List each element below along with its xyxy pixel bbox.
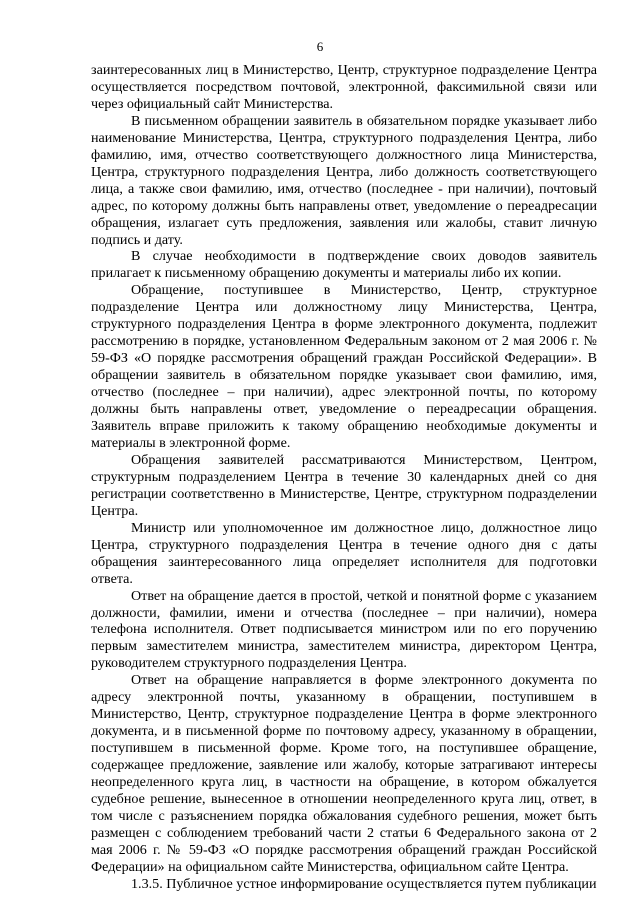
paragraph-attachments: В случае необходимости в подтверждение своих доводов заявитель прилагает к письменному обращению документы и материалы либо их копии. [91, 248, 597, 282]
paragraph-review-period: Обращения заявителей рассматриваются Министерством, Центром, структурным подразделением Центра в течение 30 календарных дней со дня регистрации соответственно в Министерстве, Центре, структурном подразделении Центра. [91, 451, 597, 519]
paragraph-electronic-appeal: Обращение, поступившее в Министерство, Центр, структурное подразделение Центра или должностному лицу Министерства, Центра, структурного подразделения Центра в форме электронного документа, подлежит рассмотрению в порядке, установленном Федеральным законом от 2 мая 2006 г. № 59-ФЗ «О порядке рассмотрения обращений граждан Российской Федерации». В обращении заявитель в обязательном порядке указывает свои фамилию, имя, отчество (последнее – при наличии), адрес электронной почты, по которому должны быть направлены ответ, уведомление о переадресации обращения. Заявитель вправе приложить к такому обращению необходимые документы и материалы в электронной форме. [91, 282, 597, 451]
document-body [91, 62, 597, 893]
page-number: 6 [316, 39, 324, 54]
paragraph-executor: Министр или уполномоченное им должностное лицо, должностное лицо Центра, структурного подразделения Центра в течение одного дня с даты обращения заинтересованного лица определяет исполнителя для подготовки ответа. [91, 519, 597, 587]
paragraph-public-informing: 1.3.5. Публичное устное информирование осуществляется путем публикации [131, 875, 597, 892]
paragraph-written-appeal: В письменном обращении заявитель в обязательном порядке указывает либо наименование Министерства, Центра, структурного подразделения Центра, либо фамилию, имя, отчество соответствующего должностного лица Министерства, Центра, структурного подразделения Центра, либо должность соответствующего лица, а также свои фамилию, имя, отчество (последнее - при наличии), почтовый адрес, по которому должны быть направлены ответ, уведомление о переадресации обращения, излагает суть предложения, заявления или жалобы, ставит личную подпись и дату. [91, 112, 597, 248]
paragraph-continuation: заинтересованных лиц в Министерство, Центр, структурное подразделение Центра осуществляется посредством почтовой, электронной, факсимильной связи или через официальный сайт Министерства. [91, 62, 597, 112]
paragraph-response-form: Ответ на обращение дается в простой, четкой и понятной форме с указанием должности, фамилии, имени и отчества (последнее – при наличии), номера телефона исполнителя. Ответ подписывается министром или по его поручению первым заместителем министра, заместителем министра, директором Центра, руководителем структурного подразделения Центра. [91, 587, 597, 672]
paragraph-response-delivery: Ответ на обращение направляется в форме электронного документа по адресу электронной почты, указанному в обращении, поступившем в Министерство, Центр, структурное подразделение Центра в форме электронного документа, и в письменной форме по почтовому адресу, указанному в обращении, поступившем в письменной форме. Кроме того, на поступившее обращение, содержащее предложение, заявление или жалобу, которые затрагивают интересы неопределенного круга лиц, в частности на обращение, в котором обжалуется судебное решение, вынесенное в отношении неопределенного круга лиц, ответ, в том числе с разъяснением порядка обжалования судебного решения, может быть размещен с соблюдением требований части 2 статьи 6 Федерального закона от 2 мая 2006 г. № 59-ФЗ «О порядке рассмотрения обращений граждан Российской Федерации» на официальном сайте Министерства, официальном сайте Центра. [91, 672, 597, 875]
